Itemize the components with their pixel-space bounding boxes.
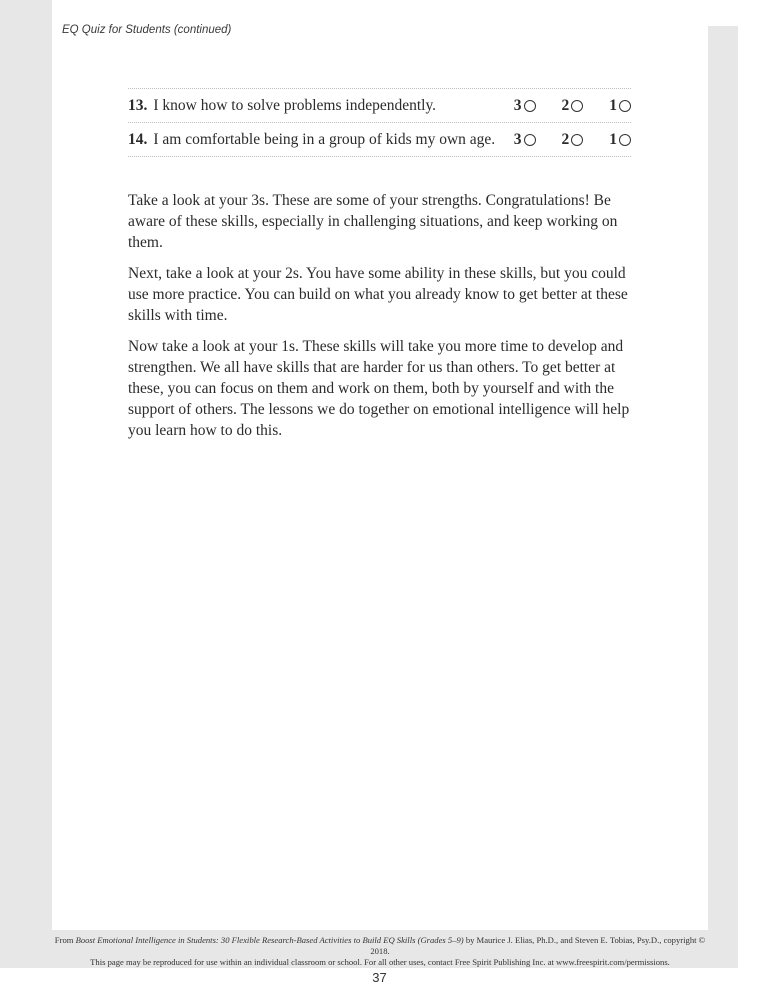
radio-circle-icon[interactable] (571, 134, 583, 146)
answer-options (514, 131, 631, 149)
radio-circle-icon[interactable] (619, 134, 631, 146)
option-label: 2 (561, 130, 570, 148)
page-frame-right (708, 26, 738, 968)
credit-source (52, 935, 708, 957)
credit-from: From (54, 935, 74, 945)
option-3[interactable] (514, 131, 536, 149)
quiz-table (128, 88, 631, 157)
answer-options (514, 97, 631, 115)
credit-book-title: Boost Emotional Intelligence in Students: 30 Flexible Research-Based Activities to Build EQ Skills (Grades 5–9) (75, 935, 464, 945)
option-3[interactable] (514, 97, 536, 115)
credit-authors: by Maurice J. Elias, Ph.D., and Steven E. Tobias, Psy.D., copyright © 2018. (370, 935, 706, 956)
question-text: I am comfortable being in a group of kids my own age. (153, 130, 496, 148)
question-number: 13. (128, 96, 148, 114)
running-head: EQ Quiz for Students (continued) (62, 24, 232, 36)
option-label: 3 (513, 96, 522, 114)
quiz-row-13 (128, 88, 631, 122)
radio-circle-icon[interactable] (619, 100, 631, 112)
option-label: 1 (609, 130, 617, 148)
question-number: 14. (128, 130, 148, 148)
question-text: I know how to solve problems independently. (153, 96, 437, 114)
page-frame-left (0, 0, 52, 968)
body-text (128, 190, 638, 451)
option-1[interactable] (609, 131, 631, 149)
quiz-row-14 (128, 122, 631, 157)
option-label: 3 (513, 130, 522, 148)
option-label: 2 (561, 96, 570, 114)
radio-circle-icon[interactable] (524, 100, 536, 112)
radio-circle-icon[interactable] (571, 100, 583, 112)
option-2[interactable] (562, 97, 584, 115)
paragraph-2s: Next, take a look at your 2s. You have some ability in these skills, but you could use more practice. You can build on what you already know to get better at these skills with time. (128, 265, 628, 324)
paragraph-1s: Now take a look at your 1s. These skills will take you more time to develop and strengthen. We all have skills that are harder for us than others. To get better at these, you can focus on them and work on them, both by yourself and with the support of others. The lessons we do together on emotional intelligence will help you learn how to do this. (128, 338, 630, 439)
credit-line (52, 935, 708, 968)
paragraph-3s: Take a look at your 3s. These are some of your strengths. Congratulations! Be aware of these skills, especially in challenging situations, and keep working on them. (128, 192, 618, 251)
page-number: 37 (372, 970, 387, 985)
option-1[interactable] (609, 97, 631, 115)
page-frame-top-gap (708, 0, 738, 26)
option-2[interactable] (562, 131, 584, 149)
credit-permission: This page may be reproduced for use within an individual classroom or school. For all other uses, contact Free Spirit Publishing Inc. at www.freespirit.com/permissions. (90, 957, 670, 967)
radio-circle-icon[interactable] (524, 134, 536, 146)
option-label: 1 (609, 96, 617, 114)
